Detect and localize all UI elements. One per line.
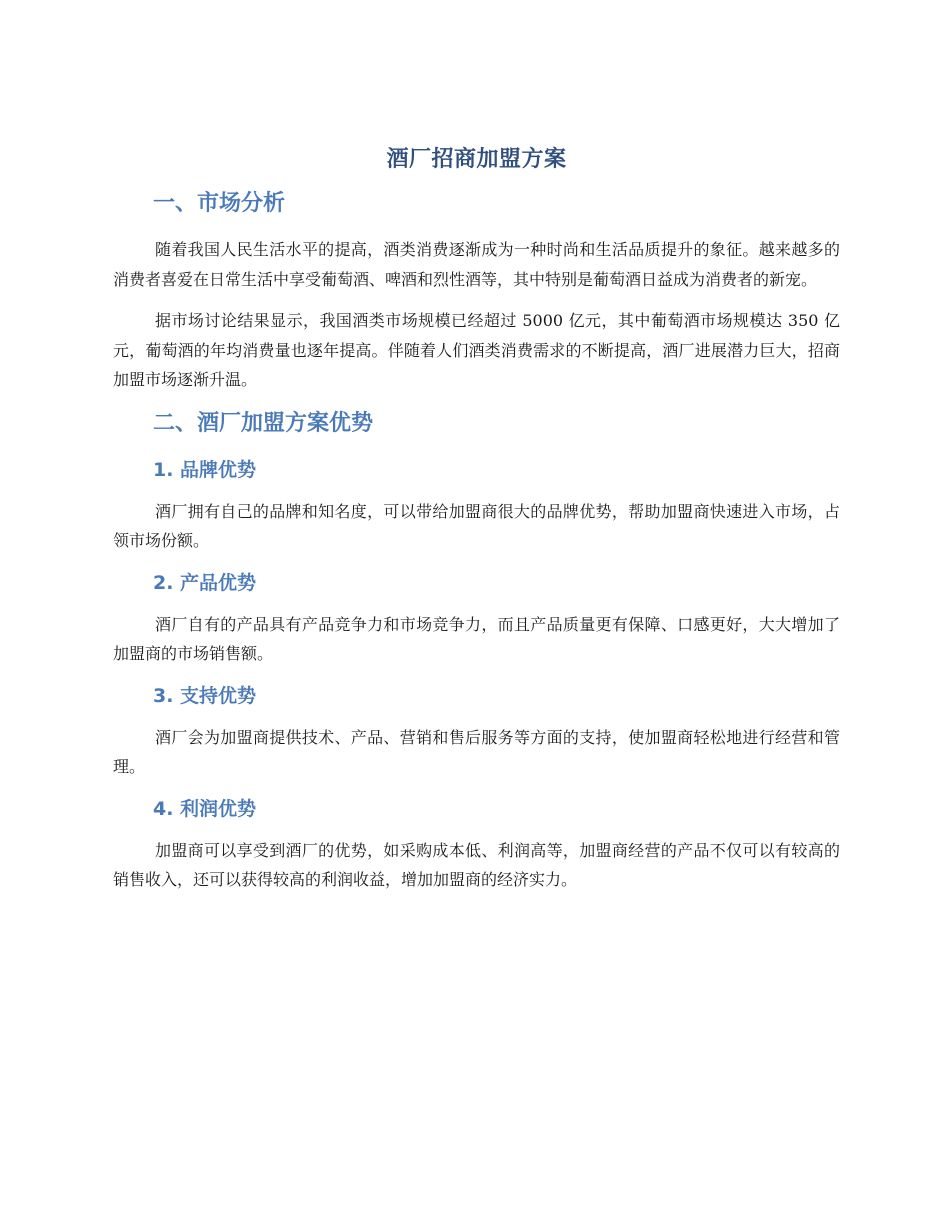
subsection-heading-product: 2. 产品优势 [153, 571, 257, 594]
paragraph: 酒厂拥有自己的品牌和知名度，可以带给加盟商很大的品牌优势，帮助加盟商快速进入市场，占领市场份额。 [113, 501, 840, 550]
subsection-heading-profit: 4. 利润优势 [153, 797, 257, 820]
document-title: 酒厂招商加盟方案 [386, 147, 567, 172]
paragraph: 随着我国人民生活水平的提高，酒类消费逐渐成为一种时尚和生活品质提升的象征。越来越多的消费者喜爱在日常生活中享受葡萄酒、啤酒和烈性酒等，其中特别是葡萄酒日益成为消费者的新宠。 [113, 240, 840, 289]
subsection-heading-brand: 1. 品牌优势 [153, 458, 257, 481]
document-page [113, 143, 840, 907]
paragraph: 加盟商可以享受到酒厂的优势，如采购成本低、利润高等，加盟商经营的产品不仅可以有较高的销售收入，还可以获得较高的利润收益，增加加盟商的经济实力。 [113, 840, 840, 889]
section-heading-franchise-advantages: 二、酒厂加盟方案优势 [153, 410, 374, 436]
subsection-heading-support: 3. 支持优势 [153, 684, 257, 707]
paragraph: 酒厂会为加盟商提供技术、产品、营销和售后服务等方面的支持，使加盟商轻松地进行经营和管理。 [113, 727, 840, 776]
section-heading-market-analysis: 一、市场分析 [153, 191, 286, 216]
paragraph: 据市场讨论结果显示，我国酒类市场规模已经超过 5000 亿元，其中葡萄酒市场规模达 350 亿元，葡萄酒的年均消费量也逐年提高。伴随着人们酒类消费需求的不断提高，酒厂进展潜力巨大，招商加盟市场逐渐升温。 [113, 311, 840, 389]
paragraph: 酒厂自有的产品具有产品竞争力和市场竞争力，而且产品质量更有保障、口感更好，大大增加了加盟商的市场销售额。 [113, 614, 840, 663]
